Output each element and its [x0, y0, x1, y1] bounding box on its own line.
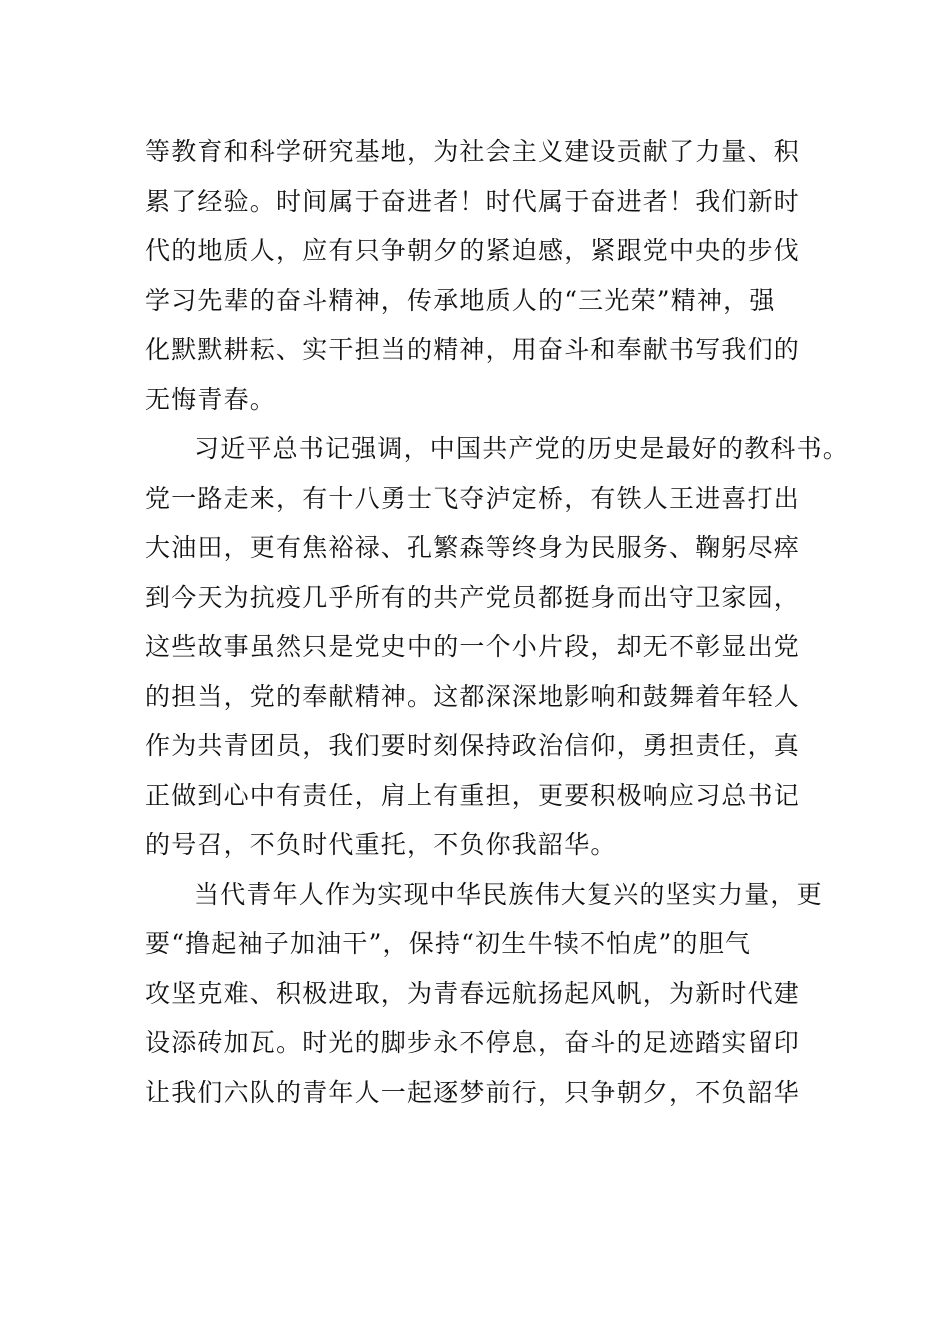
paragraph-1 [145, 127, 845, 424]
text-line: 到今天为抗疫几乎所有的共产党员都挺身而出守卫家园， [145, 582, 801, 612]
text-line: 等教育和科学研究基地，为社会主义建设贡献了力量、积 [145, 137, 801, 166]
text-line: 设添砖加瓦。时光的脚步永不停息，奋斗的足迹踏实留印 [145, 1028, 801, 1057]
paragraph-3 [145, 870, 845, 1118]
text-line: 的号召，不负时代重托，不负你我韶华。 [145, 830, 617, 859]
text-line: 正做到心中有责任，肩上有重担，更要积极响应习总书记 [145, 780, 801, 810]
text-line: 大油田，更有焦裕禄、孔繁森等终身为民服务、鞠躬尽瘁 [145, 533, 801, 562]
text-line: 这些故事虽然只是党史中的一个小片段，却无不彰显出党 [145, 632, 801, 661]
text-line: 攻坚克难、积极进取，为青春远航扬起风帆，为新时代建 [145, 978, 801, 1008]
text-line: 让我们六队的青年人一起逐梦前行，只争朝夕，不负韶华 [145, 1077, 801, 1107]
text-line: 化默默耕耘、实干担当的精神，用奋斗和奉献书写我们的 [145, 335, 801, 364]
paragraph-2 [145, 424, 850, 870]
text-line: 当代青年人作为实现中华民族伟大复兴的坚实力量，更 [194, 879, 823, 909]
text-line: 的担当，党的奉献精神。这都深深地影响和鼓舞着年轻人 [145, 681, 801, 711]
text-line: 作为共青团员，我们要时刻保持政治信仰，勇担责任，真 [145, 731, 801, 760]
text-line: 学习先辈的奋斗精神，传承地质人的“三光荣”精神，强 [145, 285, 776, 315]
text-line: 无悔青春。 [145, 384, 277, 414]
text-line: 代的地质人，应有只争朝夕的紧迫感，紧跟党中央的步伐 [145, 236, 801, 265]
text-line: 习近平总书记强调，中国共产党的历史是最好的教科书。 [194, 434, 850, 463]
text-line: 要“撸起袖子加油干”，保持“初生牛犊不怕虎”的胆气 [145, 929, 752, 958]
document-body [145, 127, 850, 1117]
text-line: 累了经验。时间属于奋进者！时代属于奋进者！我们新时 [145, 186, 801, 216]
text-line: 党一路走来，有十八勇士飞夺泸定桥，有铁人王进喜打出 [145, 483, 801, 513]
